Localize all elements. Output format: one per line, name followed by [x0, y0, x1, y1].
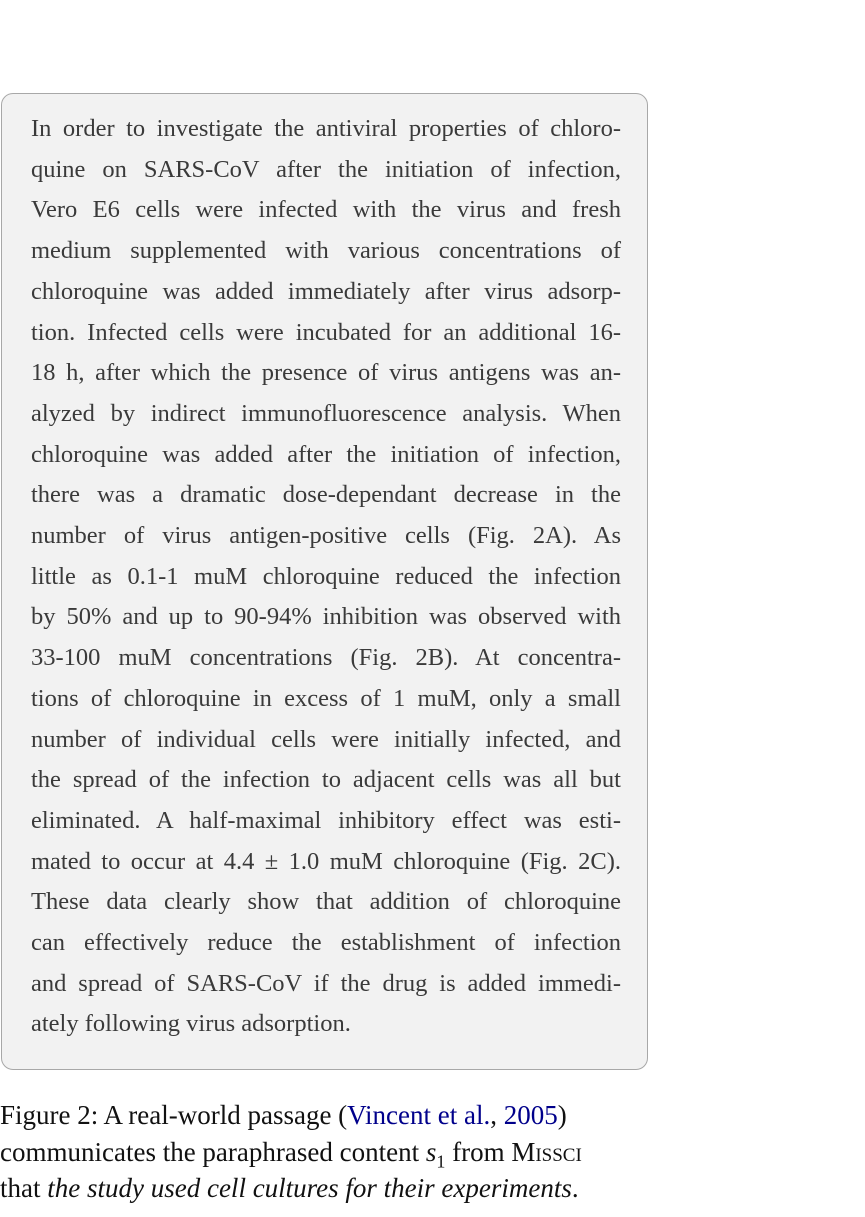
caption-line-1	[0, 1097, 656, 1134]
passage-line: can effectively reduce the establishment of infection	[31, 929, 621, 957]
citation-year-link[interactable]: 2005	[503, 1100, 558, 1130]
passage-line: mated to occur at 4.4 ± 1.0 muM chloroquine (Fig. 2C).	[31, 847, 621, 875]
passage-line: there was a dramatic dose-dependant decrease in the	[31, 481, 621, 509]
math-variable-subscript: 1	[436, 1150, 446, 1171]
passage-line: and spread of SARS-CoV if the drug is added immedi-	[31, 969, 621, 997]
figure-caption	[0, 1097, 656, 1207]
passage-line: tions of chloroquine in excess of 1 muM, only a small	[31, 684, 621, 712]
passage-line: 33-100 muM concentrations (Fig. 2B). At concentra-	[31, 644, 621, 672]
passage-line: little as 0.1-1 muM chloroquine reduced the infection	[31, 562, 621, 590]
caption-line-2	[0, 1134, 656, 1171]
passage-box	[1, 93, 648, 1070]
citation-close: )	[557, 1100, 567, 1130]
passage-line: ately following virus adsorption.	[31, 1010, 351, 1038]
passage-line: number of virus antigen-positive cells (Fig. 2A). As	[31, 522, 621, 550]
passage-line: by 50% and up to 90-94% inhibition was observed with	[31, 603, 621, 631]
passage-line: In order to investigate the antiviral properties of chloro-	[31, 115, 621, 142]
passage-line: medium supplemented with various concentrations of	[31, 237, 621, 265]
caption-label: Figure 2: A real-world passage (	[0, 1100, 348, 1130]
passage-text	[31, 109, 621, 1045]
caption-emphasis: the study used cell cultures for their experiments	[47, 1173, 572, 1203]
passage-line: eliminated. A half-maximal inhibitory effect was esti-	[31, 806, 621, 834]
passage-line: the spread of the infection to adjacent cells was all but	[31, 766, 621, 794]
passage-line: Vero E6 cells were infected with the virus and fresh	[31, 196, 621, 224]
math-variable	[425, 1136, 446, 1171]
passage-line: alyzed by indirect immunofluorescence analysis. When	[31, 399, 621, 427]
passage-line: These data clearly show that addition of chloroquine	[31, 888, 621, 916]
caption-text: that	[0, 1173, 48, 1203]
math-variable-symbol: s	[425, 1136, 437, 1167]
passage-line: chloroquine was added after the initiation of infection,	[31, 440, 621, 468]
passage-line: number of individual cells were initially infected, and	[31, 725, 621, 753]
dataset-name: Missci	[511, 1136, 582, 1167]
passage-line: 18 h, after which the presence of virus antigens was an-	[31, 359, 621, 387]
passage-line: quine on SARS-CoV after the initiation of infection,	[31, 155, 621, 183]
caption-line-3	[0, 1170, 656, 1207]
passage-line: chloroquine was added immediately after virus adsorp-	[31, 277, 621, 305]
caption-text: from	[445, 1136, 512, 1167]
caption-text: .	[571, 1173, 579, 1203]
citation-author-link[interactable]: Vincent et al.	[347, 1100, 491, 1130]
citation-separator: ,	[490, 1100, 504, 1130]
caption-text: communicates the paraphrased content	[0, 1136, 426, 1167]
passage-line: tion. Infected cells were incubated for an additional 16-	[31, 318, 621, 346]
